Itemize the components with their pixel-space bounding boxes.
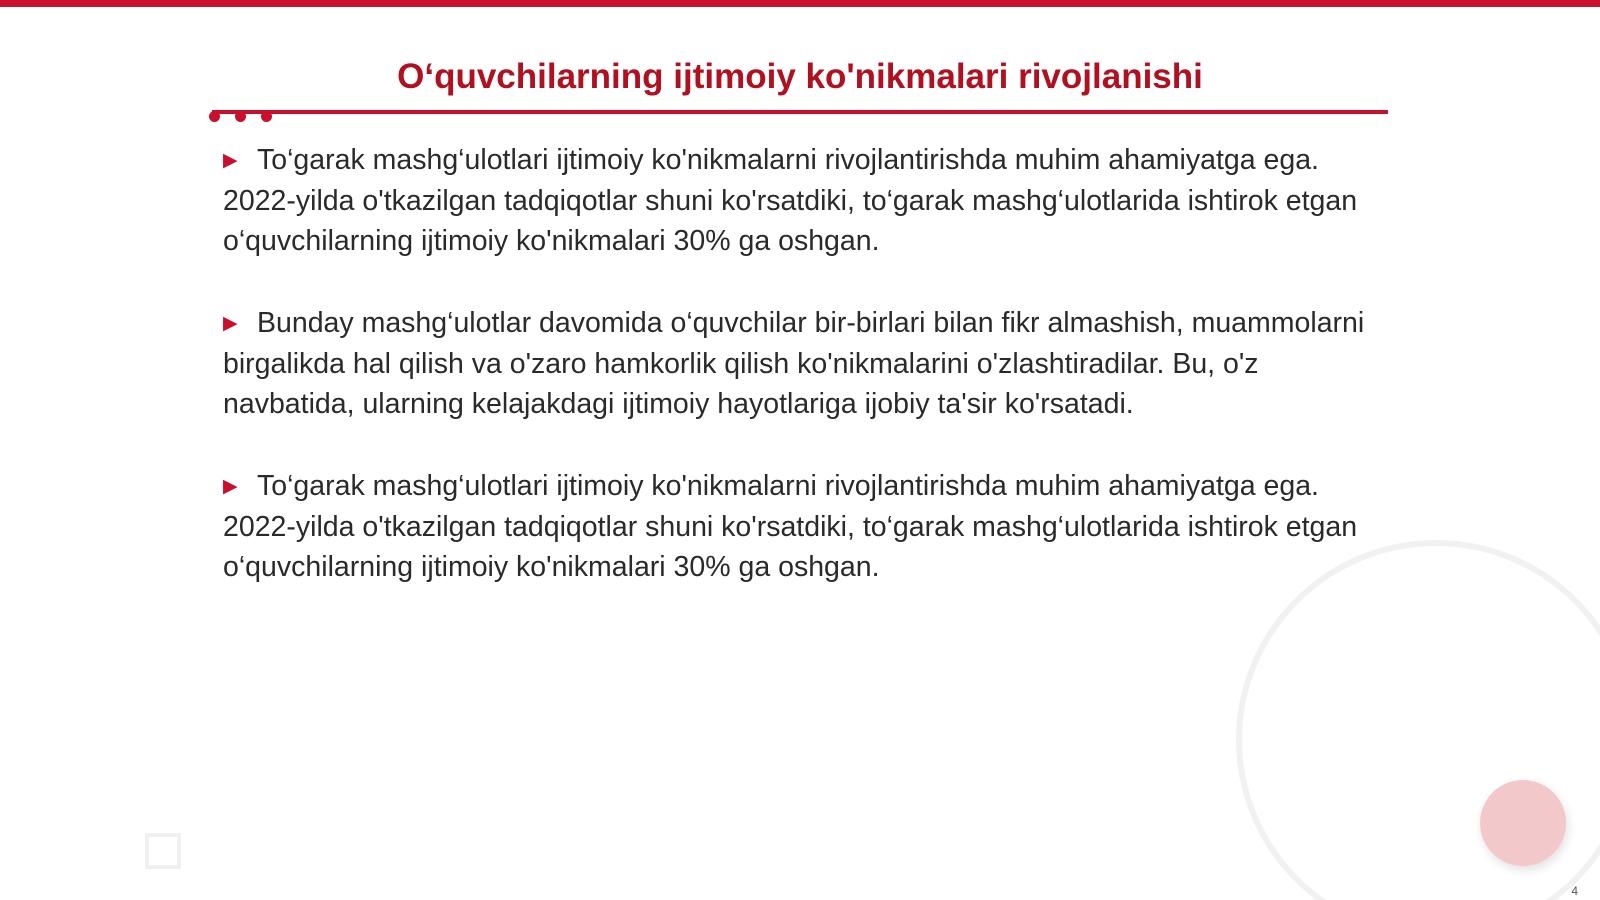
decor-dot [261,111,272,122]
decor-square-outline [145,833,181,869]
slide-title: O‘quvchilarning ijtimoiy ko'nikmalari rivojlanishi [397,57,1203,96]
bullet-paragraph [223,466,1388,587]
bullet-list [223,140,1388,629]
bullet-paragraph [223,303,1388,424]
paragraph-text: To‘garak mashg‘ulotlari ijtimoiy ko'nikmalarni rivojlantirishda muhim ahamiyatga ega. 2022-yilda o'tkazilgan tadqiqotlar shuni ko'rsatdiki, to‘garak mashg‘ulotlarida ishtirok etgan o‘quvchilarning ijtimoiy ko'nikmalari 30% ga oshgan. [223,144,1358,257]
top-accent-bar [0,0,1600,7]
decor-dot [209,111,220,122]
bullet-arrow-icon: ▶ [223,150,238,171]
decor-dot [235,111,246,122]
bullet-paragraph [223,140,1388,261]
decor-pink-circle [1480,780,1566,866]
paragraph-text: Bunday mashg‘ulotlar davomida o‘quvchilar bir-birlari bilan fikr almashish, muammolarni birgalikda hal qilish va o'zaro hamkorlik qilish ko'nikmalarini o'zlashtiradilar. Bu, o'z navbatida, ularning kelajakdagi ijtimoiy hayotlariga ijobiy ta'sir ko'rsatadi. [223,307,1365,420]
bullet-arrow-icon: ▶ [223,476,238,497]
title-underline [212,110,1388,114]
paragraph-text: To‘garak mashg‘ulotlari ijtimoiy ko'nikmalarni rivojlantirishda muhim ahamiyatga ega. 2022-yilda o'tkazilgan tadqiqotlar shuni ko'rsatdiki, to‘garak mashg‘ulotlarida ishtirok etgan o‘quvchilarning ijtimoiy ko'nikmalari 30% ga oshgan. [223,470,1358,583]
page-number: 4 [1571,884,1578,898]
bullet-arrow-icon: ▶ [223,313,238,334]
